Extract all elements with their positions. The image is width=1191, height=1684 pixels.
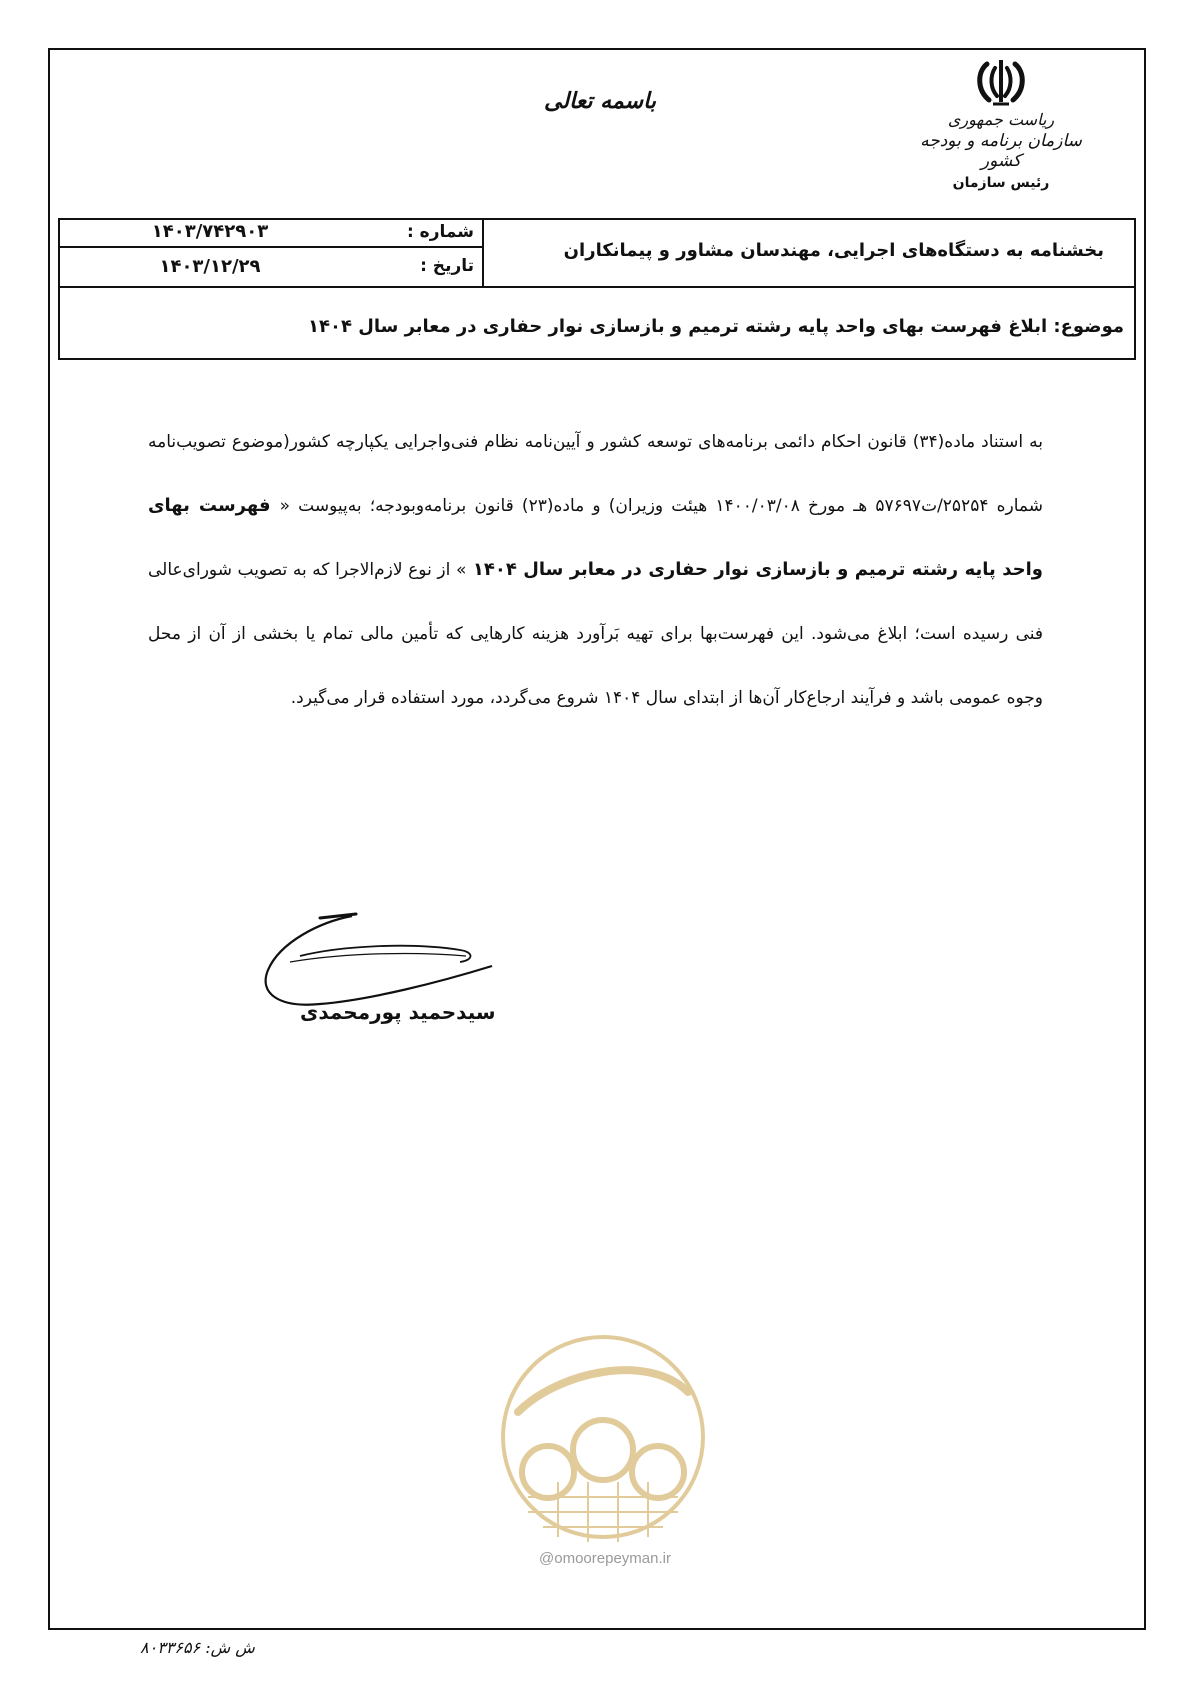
basmala: باسمه تعالی [544, 88, 656, 114]
recipient-line: بخشنامه به دستگاه‌های اجرایی، مهندسان مشاور و پیمانکاران [563, 240, 1104, 261]
body-text-bold: فهرست بهای واحد پایه رشته ترمیم و بازسازی نوار حفاری در معابر سال ۱۴۰۴ [148, 495, 1043, 580]
org-head-title: رئیس سازمان [952, 175, 1050, 191]
date-value: ۱۴۰۳/۱۲/۲۹ [159, 256, 261, 277]
watermark-url: @omoorepeyman.ir [539, 1550, 671, 1567]
letterhead-emblem-block [911, 58, 1091, 191]
iran-emblem-icon [973, 58, 1029, 108]
footer-serial: ش ش: ۸۰۳۳۶۵۶ [140, 1638, 255, 1657]
org-presidency: ریاست جمهوری [947, 110, 1055, 129]
body-text-part1: به استناد ماده(۳۴) قانون احکام دائمی برنامه‌های توسعه کشور و آیین‌نامه نظام فنی‌واجرایی یکپارچه کشور(موضوع تصویب‌نامه شماره ۲۵۲۵۴/ت۵۷۶۹۷ هـ مورخ ۱۴۰۰/۰۳/۰۸ هیئت وزیران) و ماده(۲۳) قانون برنامه‌وبودجه؛ به‌پیوست « [148, 432, 1044, 516]
letter-body [148, 410, 1043, 730]
org-name: سازمان برنامه و بودجه کشور [920, 131, 1082, 171]
number-value: ۱۴۰۳/۷۴۲۹۰۳ [151, 221, 269, 242]
body-text-part2: » از نوع لازم‌الاجرا که به تصویب شورای‌عالی فنی رسیده است؛ ابلاغ می‌شود. این فهرست‌بها برای تهیه بَرآورد هزینه کارهایی که تأمین مالی تمام یا بخشی از آن از محل وجوه عمومی باشد و فرآیند ارجاع‌کار آن‌ها از ابتدای سال ۱۴۰۴ شروع می‌گردد، مورد استفاده قرار می‌گیرد. [148, 560, 1043, 708]
header-table [58, 218, 1136, 360]
row-divider [60, 246, 482, 248]
omoorepeyman-logo-icon [488, 1332, 718, 1552]
signer-name: سیدحمید پورمحمدی [300, 1000, 496, 1024]
subject-divider [60, 286, 1134, 288]
subject-line: موضوع: ابلاغ فهرست بهای واحد پایه رشته ترمیم و بازسازی نوار حفاری در معابر سال ۱۴۰۴ [308, 316, 1124, 337]
column-divider [482, 220, 484, 288]
date-label: تاریخ : [420, 256, 474, 276]
number-label: شماره : [406, 222, 474, 242]
